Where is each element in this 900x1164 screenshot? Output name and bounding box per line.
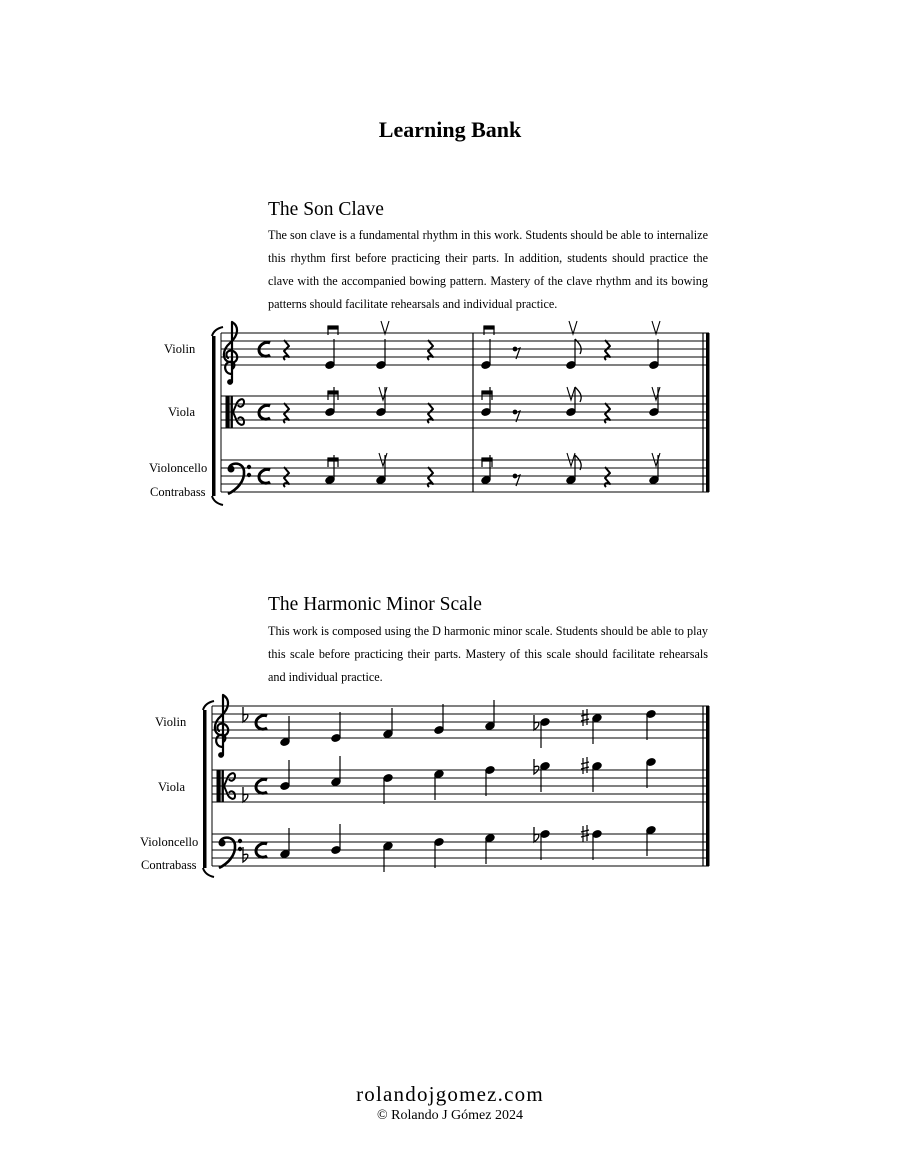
instrument-label-violin: Violin: [164, 342, 196, 356]
harmonic-minor-description: This work is composed using the D harmonic minor scale. Students should be able to play this scale before practicing their parts. Mastery of this scale should facilitate rehearsals and individual practice.: [268, 624, 708, 684]
cello-staff: [212, 834, 709, 866]
viola-scale-notes: [280, 756, 656, 804]
son-clave-title: The Son Clave: [268, 199, 384, 220]
copyright-icon: ©: [377, 1108, 388, 1123]
violin-staff: [221, 333, 709, 365]
page-title: Learning Bank: [378, 117, 522, 142]
violin-scale-notes: [280, 700, 656, 748]
violin-staff: [212, 706, 709, 738]
instrument-label-viola: Viola: [168, 405, 196, 419]
violin-notes: [284, 321, 660, 369]
harmonic-minor-title: The Harmonic Minor Scale: [268, 594, 482, 615]
instrument-label-violoncello: Violoncello: [140, 835, 199, 849]
harmonic-minor-score: [140, 695, 710, 877]
final-barline-thick: [706, 333, 710, 492]
footer-website: rolandojgomez.com: [356, 1082, 544, 1106]
viola-staff: [221, 396, 709, 428]
son-clave-description: The son clave is a fundamental rhythm in this work. Students should be able to internalize this rhythm first before practicing their parts. In addition, students should practice the clave with the accompanied bowing pattern. Mastery of the clave rhythm and its bowing patterns should facilitate rehearsals and individual practice.: [268, 228, 708, 311]
instrument-label-viola: Viola: [158, 780, 186, 794]
copyright-text: Rolando J Gómez 2024: [391, 1108, 523, 1123]
cello-scale-notes: [280, 824, 656, 872]
flat-icon: [243, 787, 248, 802]
flat-icon: [243, 847, 248, 862]
treble-clef-icon: [224, 322, 237, 384]
instrument-label-violin: Violin: [155, 715, 187, 729]
final-barline-thick: [706, 706, 710, 866]
cello-staff: [221, 460, 709, 492]
instrument-label-violoncello: Violoncello: [149, 461, 208, 475]
treble-clef-icon: [215, 695, 228, 757]
footer-copyright: [0, 1108, 900, 1124]
viola-notes: [284, 387, 660, 423]
instrument-label-contrabass: Contrabass: [141, 858, 197, 872]
cello-notes: [284, 453, 660, 487]
son-clave-score: [149, 321, 710, 505]
flat-icon: [243, 707, 248, 722]
instrument-label-contrabass: Contrabass: [150, 485, 206, 499]
